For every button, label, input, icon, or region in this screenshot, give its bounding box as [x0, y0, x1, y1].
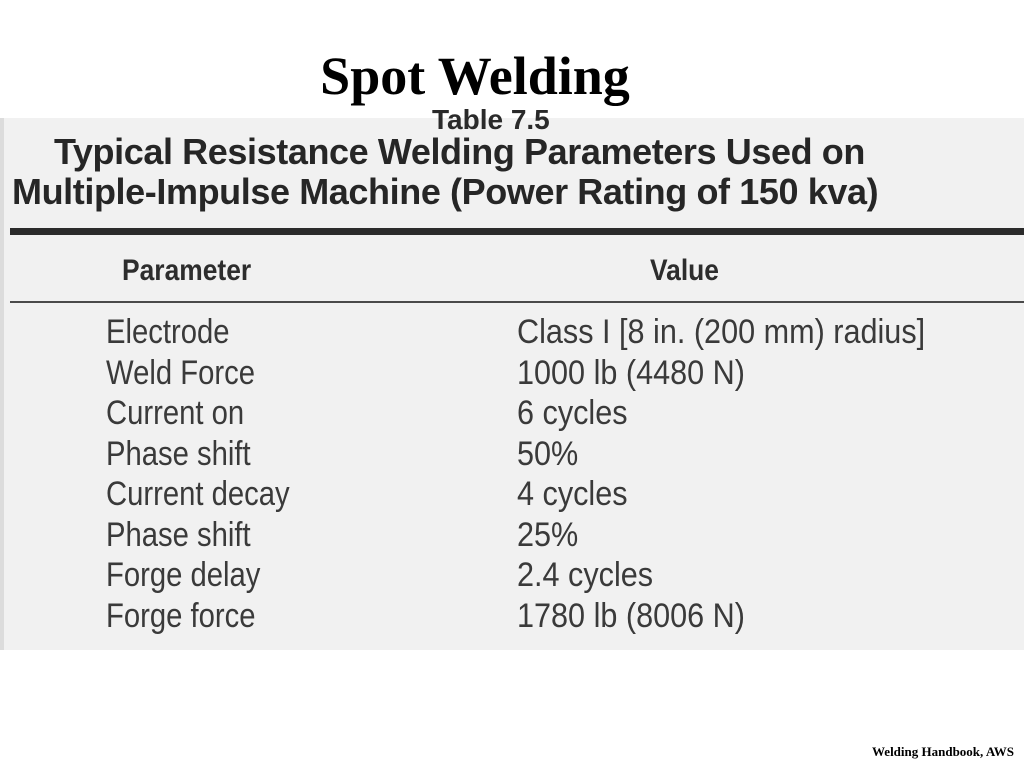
- source-credit: Welding Handbook, AWS: [872, 744, 1014, 759]
- table-number-heading: Table 7.5: [432, 104, 550, 135]
- parameter-cell: Current on: [106, 394, 245, 432]
- value-cell: 25%: [517, 515, 579, 554]
- header-rule: [10, 301, 1024, 303]
- table-row: [0, 596, 1024, 637]
- column-header-value: Value: [650, 254, 719, 287]
- scanned-table-image: [0, 104, 1024, 650]
- table-row: [0, 515, 1024, 556]
- parameter-cell: Forge delay: [106, 556, 261, 594]
- parameter-cell: Phase shift: [106, 515, 251, 554]
- table-row: [0, 474, 1024, 515]
- value-cell: 2.4 cycles: [517, 556, 654, 594]
- table-title-line-2: Multiple-Impulse Machine (Power Rating of 150 kva): [12, 171, 879, 212]
- value-cell: 6 cycles: [517, 394, 628, 432]
- parameter-cell: Current decay: [106, 475, 290, 513]
- parameter-cell: Weld Force: [106, 353, 255, 392]
- value-cell: 1000 lb (4480 N): [517, 353, 745, 392]
- value-cell: 1780 lb (8006 N): [517, 596, 745, 635]
- table-row: [0, 434, 1024, 475]
- table-row: [0, 353, 1024, 394]
- table-row: [0, 555, 1024, 596]
- value-cell: 4 cycles: [517, 475, 628, 513]
- table-title: [12, 132, 1022, 212]
- value-cell: Class I [8 in. (200 mm) radius]: [517, 313, 926, 351]
- table-row: [0, 393, 1024, 434]
- slide-title: Spot Welding: [320, 46, 630, 106]
- column-header-parameter: Parameter: [122, 254, 252, 287]
- value-cell: 50%: [517, 434, 579, 473]
- table-top-rule: [10, 228, 1024, 235]
- table-body: [0, 312, 1024, 636]
- parameter-cell: Electrode: [106, 313, 230, 351]
- parameter-cell: Phase shift: [106, 434, 251, 473]
- parameter-cell: Forge force: [106, 596, 256, 635]
- table-row: [0, 312, 1024, 353]
- table-title-line-1: Typical Resistance Welding Parameters Used on: [54, 131, 865, 172]
